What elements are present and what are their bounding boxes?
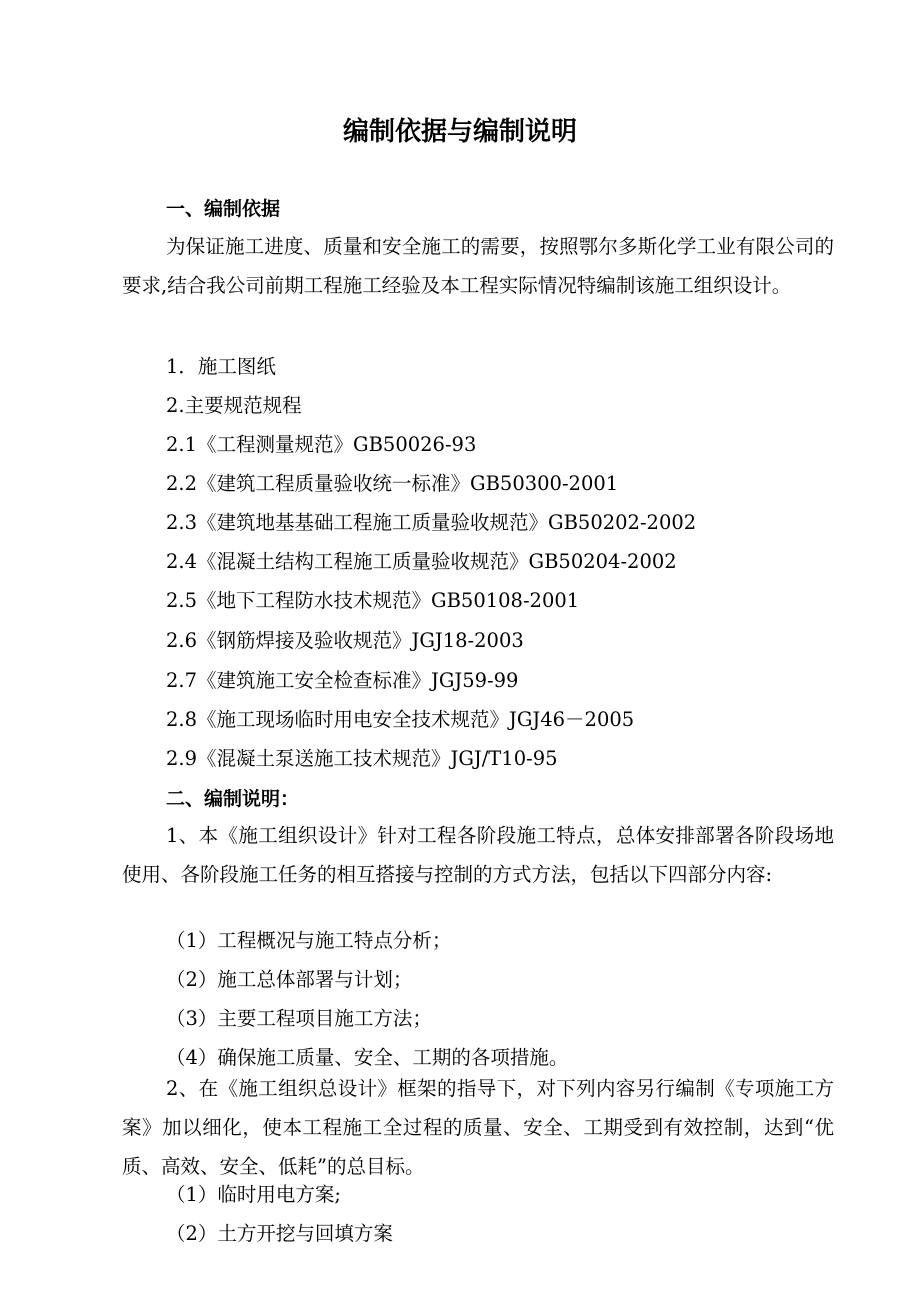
notes-list-item: （2）土方开挖与回填方案 [166,1222,393,1245]
notes-paragraph-1: 1、本《施工组织设计》针对工程各阶段施工特点，总体安排部署各阶段场地使用、各阶段施工任务的相互搭接与控制的方式方法，包括以下四部分内容: [122,824,834,886]
section-heading-notes: 二、编制说明： [166,788,300,810]
basis-item: 1．施工图纸 [166,355,276,378]
basis-item: 2.9《混凝土泵送施工技术规范》JGJ/T10-95 [166,747,558,770]
document-title: 编制依据与编制说明 [342,117,577,147]
basis-item: 2.3《建筑地基基础工程施工质量验收规范》GB50202-2002 [166,511,697,534]
basis-item: 2.4《混凝土结构工程施工质量验收规范》GB50204-2002 [166,550,677,573]
basis-item: 2.5《地下工程防水技术规范》GB50108-2001 [166,589,580,612]
notes-list-item: （1）工程概况与施工特点分析； [166,929,452,952]
basis-item: 2.1《工程测量规范》GB50026-93 [166,433,477,456]
section-heading-basis: 一、编制依据 [166,198,281,220]
basis-item: 2.6《钢筋焊接及验收规范》JGJ18-2003 [166,629,524,652]
notes-list-item: （4）确保施工质量、安全、工期的各项措施。 [166,1046,569,1069]
notes-list-item: （3）主要工程项目施工方法； [166,1007,432,1030]
basis-intro-paragraph: 为保证施工进度、质量和安全施工的需要，按照鄂尔多斯化学工业有限公司的要求,结合我公司前期工程施工经验及本工程实际情况特编制该施工组织设计。 [122,235,834,297]
basis-item: 2.7《建筑施工安全检查标准》JGJ59-99 [166,669,519,692]
notes-list-item: （2）施工总体部署与计划； [166,968,413,991]
basis-item: 2.主要规范规程 [166,394,302,417]
basis-item: 2.8《施工现场临时用电安全技术规范》JGJ46－2005 [166,708,635,731]
basis-item: 2.2《建筑工程质量验收统一标准》GB50300-2001 [166,472,619,495]
notes-paragraph-2: 2、在《施工组织总设计》框架的指导下，对下列内容另行编制《专项施工方案》加以细化，使本工程施工全过程的质量、安全、工期受到有效控制，达到“优质、高效、安全、低耗”的总目标。 [122,1077,834,1178]
notes-list-item: （1）临时用电方案; [166,1183,341,1206]
